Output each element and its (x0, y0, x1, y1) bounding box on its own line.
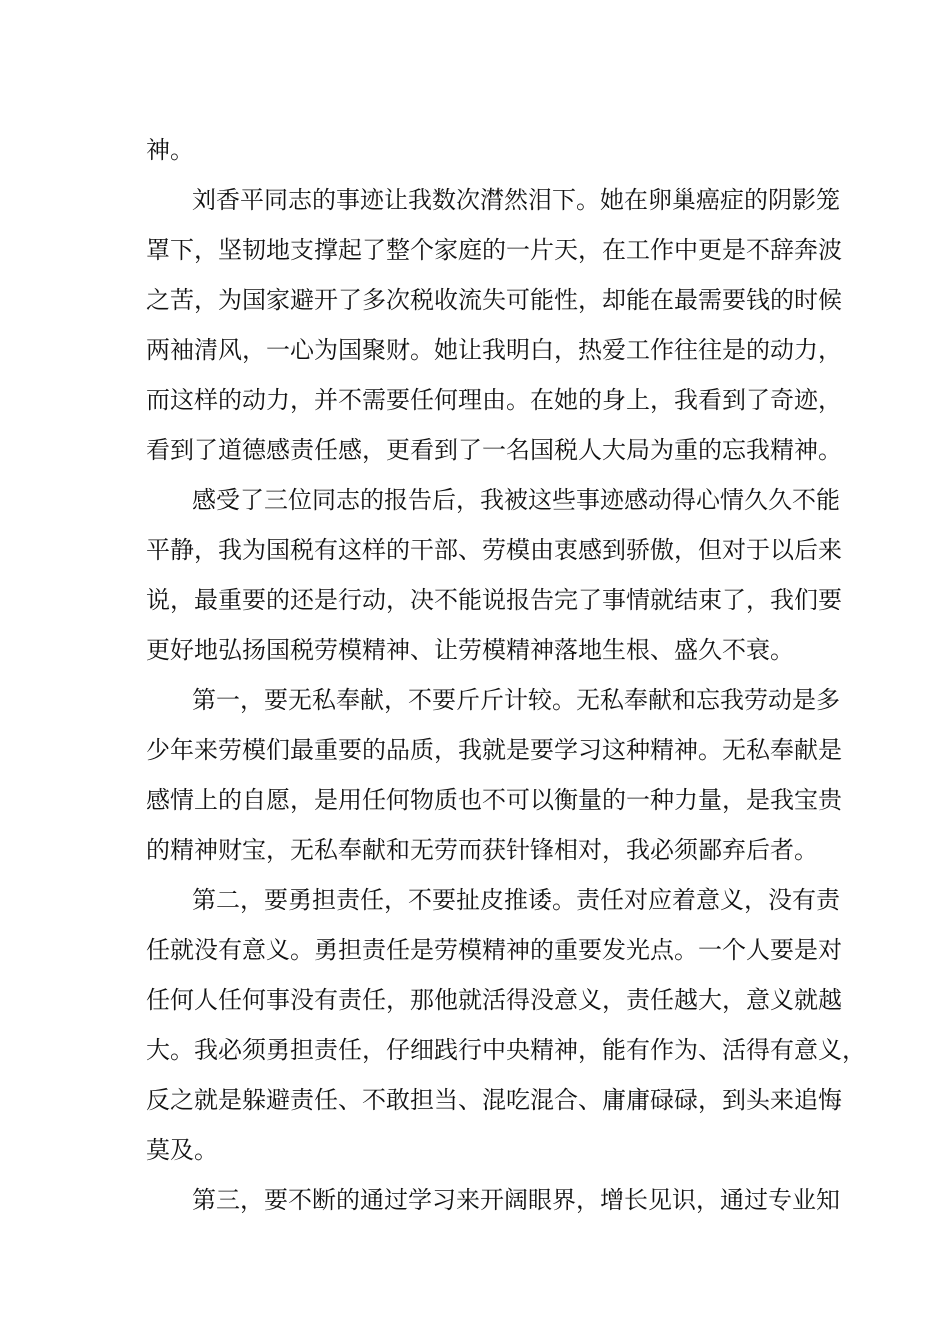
text-line: 神。 (146, 136, 194, 164)
text-line: 少年来劳模们最重要的品质，我就是要学习这种精神。无私奉献是 (146, 736, 842, 764)
text-line: 的精神财宝，无私奉献和无劳而获针锋相对，我必须鄙弃后者。 (146, 836, 818, 864)
text-line: 任就没有意义。勇担责任是劳模精神的重要发光点。一个人要是对 (146, 936, 842, 964)
text-line: 看到了道德感责任感，更看到了一名国税人大局为重的忘我精神。 (146, 436, 842, 464)
text-line: 任何人任何事没有责任，那他就活得没意义，责任越大，意义就越 (146, 986, 842, 1014)
text-line: 大。我必须勇担责任，仔细践行中央精神，能有作为、活得有意义， (146, 1036, 866, 1064)
text-line: 之苦，为国家避开了多次税收流失可能性，却能在最需要钱的时候 (146, 286, 842, 314)
text-line: 莫及。 (146, 1136, 218, 1164)
text-line: 感受了三位同志的报告后，我被这些事迹感动得心情久久不能 (192, 486, 840, 514)
text-line: 感情上的自愿，是用任何物质也不可以衡量的一种力量，是我宝贵 (146, 786, 842, 814)
text-line: 说，最重要的还是行动，决不能说报告完了事情就结束了，我们要 (146, 586, 842, 614)
text-line: 刘香平同志的事迹让我数次潸然泪下。她在卵巢癌症的阴影笼 (192, 186, 840, 214)
text-line: 反之就是躲避责任、不敢担当、混吃混合、庸庸碌碌，到头来追悔 (146, 1086, 842, 1114)
text-line: 而这样的动力，并不需要任何理由。在她的身上，我看到了奇迹， (146, 386, 842, 414)
text-line: 两袖清风，一心为国聚财。她让我明白，热爱工作往往是的动力， (146, 336, 842, 364)
text-line: 第二，要勇担责任，不要扯皮推诿。责任对应着意义，没有责 (192, 886, 840, 914)
text-line: 第三，要不断的通过学习来开阔眼界，增长见识，通过专业知 (192, 1186, 840, 1214)
text-line: 更好地弘扬国税劳模精神、让劳模精神落地生根、盛久不衰。 (146, 636, 794, 664)
text-line: 罩下，坚韧地支撑起了整个家庭的一片天，在工作中更是不辞奔波 (146, 236, 842, 264)
text-line: 第一，要无私奉献，不要斤斤计较。无私奉献和忘我劳动是多 (192, 686, 840, 714)
text-line: 平静，我为国税有这样的干部、劳模由衷感到骄傲，但对于以后来 (146, 536, 842, 564)
